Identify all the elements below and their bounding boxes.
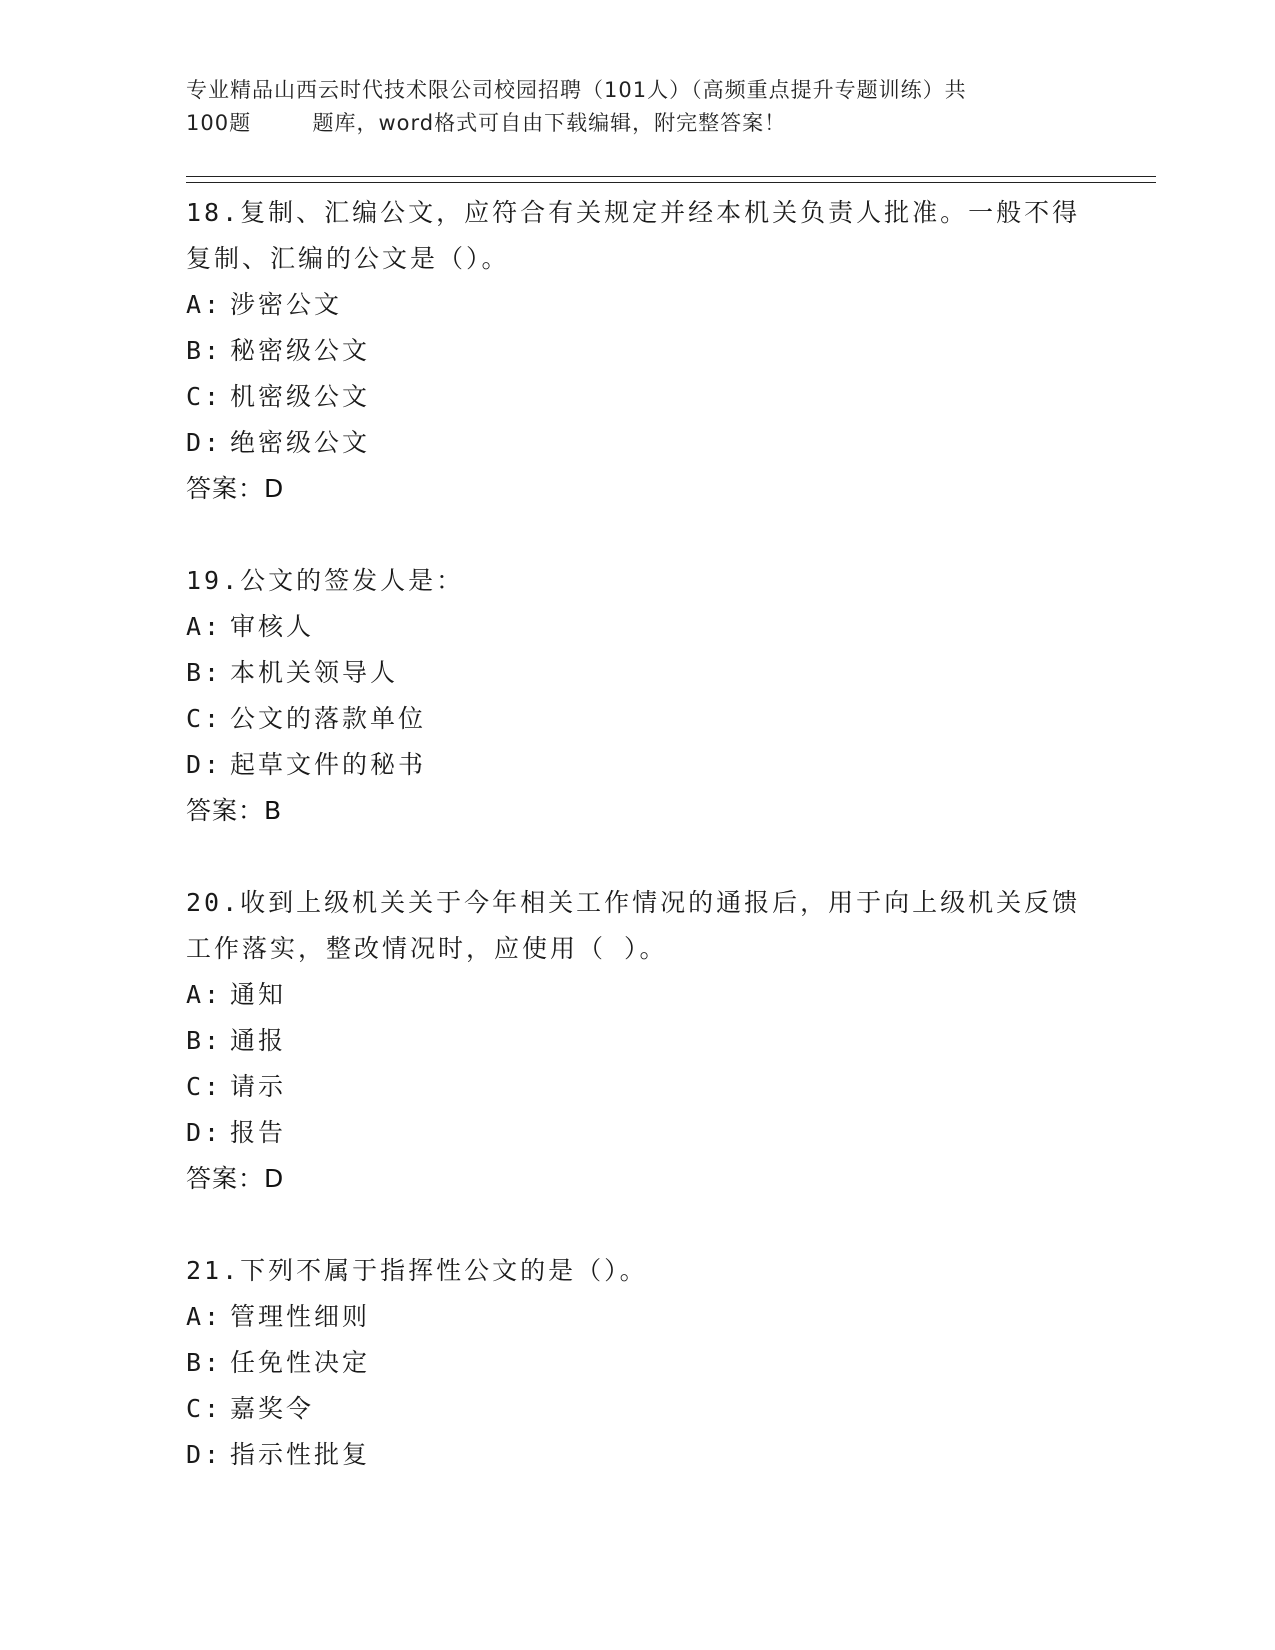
option-b bbox=[186, 1018, 1086, 1064]
answer-line: 答案：D bbox=[186, 1164, 285, 1193]
option-b bbox=[186, 328, 1086, 374]
header-divider-bottom bbox=[186, 182, 1156, 183]
question-20 bbox=[186, 880, 1086, 1202]
option-key: C: bbox=[186, 1394, 223, 1423]
answer-line: 答案：D bbox=[186, 474, 285, 503]
option-a bbox=[186, 604, 1086, 650]
option-key: D: bbox=[186, 428, 223, 457]
option-key: C: bbox=[186, 1072, 223, 1101]
option-text: 绝密级公文 bbox=[230, 428, 371, 457]
option-a bbox=[186, 282, 1086, 328]
option-key: C: bbox=[186, 382, 223, 411]
option-key: B: bbox=[186, 1026, 223, 1055]
option-text: 任免性决定 bbox=[230, 1348, 371, 1377]
option-text: 公文的落款单位 bbox=[230, 704, 427, 733]
question-text: 21.下列不属于指挥性公文的是（）。 bbox=[186, 1256, 648, 1285]
option-key: D: bbox=[186, 1440, 223, 1469]
option-c bbox=[186, 1064, 1086, 1110]
option-b bbox=[186, 650, 1086, 696]
option-key: B: bbox=[186, 658, 223, 687]
option-key: D: bbox=[186, 1118, 223, 1147]
option-d bbox=[186, 1432, 1086, 1478]
option-key: C: bbox=[186, 704, 223, 733]
answer-line: 答案：B bbox=[186, 796, 283, 825]
option-text: 通报 bbox=[230, 1026, 287, 1055]
document-header bbox=[186, 74, 1086, 140]
option-text: 秘密级公文 bbox=[230, 336, 371, 365]
option-text: 本机关领导人 bbox=[230, 658, 399, 687]
question-text: 18.复制、汇编公文，应符合有关规定并经本机关负责人批准。一般不得复制、汇编的公文是（）。 bbox=[186, 198, 1081, 273]
option-c bbox=[186, 696, 1086, 742]
question-list bbox=[186, 190, 1086, 1524]
option-d bbox=[186, 742, 1086, 788]
option-text: 起草文件的秘书 bbox=[230, 750, 427, 779]
option-text: 通知 bbox=[230, 980, 287, 1009]
option-text: 机密级公文 bbox=[230, 382, 371, 411]
header-line-1: 专业精品山西云时代技术限公司校园招聘（101人）（高频重点提升专题训练）共 bbox=[186, 78, 967, 102]
option-text: 指示性批复 bbox=[230, 1440, 371, 1469]
option-text: 嘉奖令 bbox=[230, 1394, 315, 1423]
option-b bbox=[186, 1340, 1086, 1386]
question-text: 20.收到上级机关关于今年相关工作情况的通报后，用于向上级机关反馈工作落实，整改情况时，应使用（ ）。 bbox=[186, 888, 1081, 963]
option-key: A: bbox=[186, 1302, 223, 1331]
option-key: B: bbox=[186, 336, 223, 365]
question-18 bbox=[186, 190, 1086, 512]
option-text: 管理性细则 bbox=[230, 1302, 371, 1331]
question-19 bbox=[186, 558, 1086, 834]
option-text: 报告 bbox=[230, 1118, 287, 1147]
option-a bbox=[186, 1294, 1086, 1340]
option-a bbox=[186, 972, 1086, 1018]
header-divider-top bbox=[186, 176, 1156, 177]
header-line-2: 100题 题库，word格式可自由下载编辑，附完整答案！ bbox=[186, 111, 787, 135]
option-d bbox=[186, 1110, 1086, 1156]
option-key: D: bbox=[186, 750, 223, 779]
option-c bbox=[186, 374, 1086, 420]
option-d bbox=[186, 420, 1086, 466]
question-21 bbox=[186, 1248, 1086, 1478]
option-text: 涉密公文 bbox=[230, 290, 343, 319]
option-key: A: bbox=[186, 612, 223, 641]
question-text: 19.公文的签发人是： bbox=[186, 566, 465, 595]
option-key: A: bbox=[186, 980, 223, 1009]
option-text: 请示 bbox=[230, 1072, 287, 1101]
option-c bbox=[186, 1386, 1086, 1432]
option-text: 审核人 bbox=[230, 612, 315, 641]
option-key: A: bbox=[186, 290, 223, 319]
option-key: B: bbox=[186, 1348, 223, 1377]
